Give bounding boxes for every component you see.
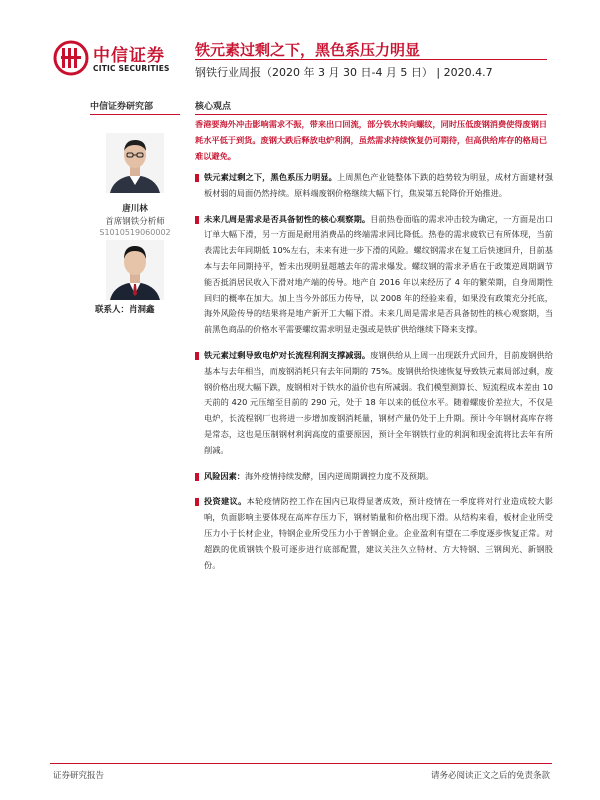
left-divider [90,114,180,115]
footer-report-type: 证券研究报告 [53,771,105,781]
report-title: 铁元素过剩之下，黑色系压力明显 [195,41,421,59]
report-subtitle: 钢铁行业周报（2020 年 3 月 30 日-4 月 5 日） | 2020.4.7 [195,66,493,79]
analyst-title: 首席钢铁分析师 [105,217,165,227]
core-view-heading: 核心观点 [195,102,232,112]
analyst-photo [106,133,164,193]
bullet-eaf-profit [195,348,553,459]
bullet-list [195,170,553,583]
citic-logo [53,38,183,78]
footer-disclaimer: 请务必阅读正文之后的免责条款 [430,771,550,781]
contact-photo [106,240,164,300]
bullet-lead: 风险因素： [204,470,245,481]
bullet-text: 上周黑色产业链整体下跌的趋势较为明显，成材方面建材强板材弱的局面仍然持续。原料端废钢价格继续大幅下行，焦炭第五轮降价开始推进。 [204,172,553,198]
brand-name-en: CITIC SECURITIES [93,64,170,73]
bullet-investment-advice [195,494,553,573]
contact-person: 联系人：肖洞鑫 [95,305,155,315]
footer-divider [50,763,552,764]
research-dept-heading: 中信证券研究部 [90,102,154,112]
bullet-lead: 未来几周是需求是否具备韧性的核心观察期。 [204,213,371,224]
brand-name-cn: 中信证券 [93,46,165,66]
citic-emblem-icon [53,40,89,76]
bullet-risk-factors [195,469,553,485]
analyst-license-id: S1010519060002 [99,228,171,237]
bullet-text: 目前热卷面临的需求冲击较为确定，一方面是出口订单大幅下滑，另一方面是耐用消费品的终端需求同比降低。热卷的需求疲软已有所体现，当前表需比去年同期低 10%左右，未来有进一步下滑的风险。螺纹钢需求在复工后快速回升，目前基本与去年同期持平，暂未出现明显超越去年的需求爆发。螺纹钢的需求矛盾在于政策逆周期调节能否抵消居民收入下滑对地产端的传导。地产自 2016 年以来经历了 4 年的繁荣期，自身周期性回归的概率在加大。加上当今外部压力传导，以 2008 年的经验来看，如果没有政策充分托底，海外风险传导的结果将是地产新开工大幅下滑。未来几周是需求是否具备韧性的核心观察期，当前黑色商品的价格水平需要螺纹需求明显走强或是铁矿供给继续下降来支撑。 [204,213,553,335]
bullet-lead: 铁元素过剩导致电炉对长流程利润支撑减弱。 [204,349,371,360]
bullet-text: 废钢供给从上周一出现跃升式回升，目前废钢供给基本与去年相当，而废钢消耗只有去年同期的 75%。废钢供给快速恢复导致铁元素局部过剩，废钢价格出现大幅下跌，废钢相对于铁水的溢价也有所减弱。我们模型测算长、短流程成本差由 10 天前的 420 元压缩至目前的 290 元，处于 18 年以来的低位水平。随着螺废价差拉大，不仅是电炉，长流程钢厂也将进一步增加废钢消耗量，钢材产量仍处于上升期。预计今年钢材高库存将是常态，这也是压制钢材利润高度的重要原因，预计全年钢铁行业的利润和现金流将比去年有所削减。 [204,349,553,455]
bullet-demand-window [195,212,553,338]
bullet-text: 海外疫情持续发酵，国内逆周期调控力度不及预期。 [244,470,434,481]
bullet-lead: 投资建议。 [204,496,247,507]
bullet-iron-surplus [195,170,553,202]
bullet-text: 本轮疫情防控工作在国内已取得显著成效，预计疫情在一季度将对行业造成较大影响，负面影响主要体现在高库存压力下，钢材销量和价格出现下滑。从结构来看，板材企业所受压力小于长材企业，特钢企业所受压力小于普钢企业。企业盈利有望在二季度逐步恢复正常。对超跌的优质钢铁个股可逐步进行底部配置，建议关注久立特材、方大特钢、三钢闽光、新钢股份。 [204,496,553,570]
title-divider [195,59,547,60]
key-summary: 香港要海外冲击影响需求不振，带来出口回流，部分铁水转向螺纹，同时压低废钢消费使得废钢日耗水平低于到货。废钢大跌后释放电炉利润，虽然需求持续恢复仍可期待，但高供给库存的格局已难以避免。 [195,119,548,161]
bullet-lead: 铁元素过剩之下，黑色系压力明显。 [204,172,337,182]
analyst-name: 唐川林 [122,204,148,214]
right-divider [195,114,547,115]
